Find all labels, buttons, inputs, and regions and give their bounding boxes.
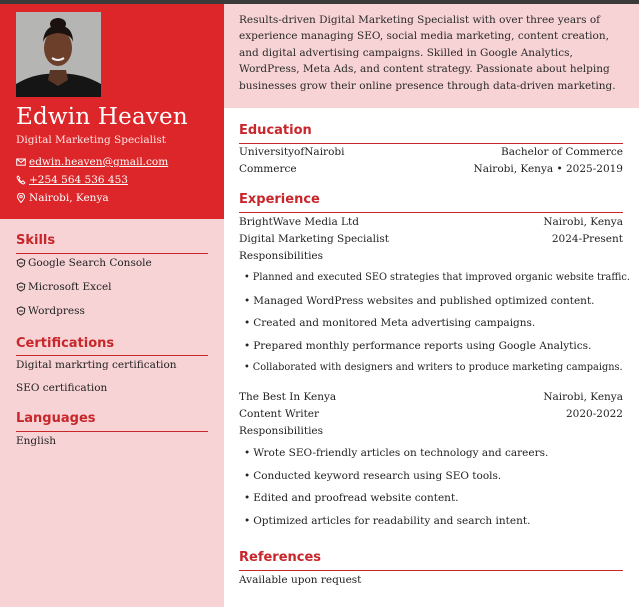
job-location: Nairobi, Kenya [543, 391, 623, 403]
job-company: The Best In Kenya [239, 391, 337, 403]
skills-divider [16, 253, 208, 254]
education-divider [239, 143, 623, 144]
professional-summary: Results-driven Digital Marketing Specialist with over three years of experience managing SEO, social media marketing, content creation, and digital advertising campaigns. Skilled in Google Analytics, WordPress, Meta Ads, and content strategy. Passionate about helping businesses grow their online presence through data-driven marketing. [239, 14, 616, 92]
location-text: Nairobi, Kenya [29, 192, 109, 204]
email-link[interactable]: edwin.heaven@gmail.com [29, 156, 169, 168]
skill-label: Google Search Console [28, 257, 152, 269]
skill-item [16, 257, 152, 269]
job-location: Nairobi, Kenya [543, 216, 623, 228]
job-responsibilities-label: Responsibilities [239, 250, 324, 262]
references-heading: References [239, 550, 322, 565]
education-field: Commerce [239, 163, 297, 175]
references-divider [239, 570, 623, 571]
education-school: UniversityofNairobi [239, 146, 345, 158]
skill-badge-icon [16, 282, 26, 292]
job-position: Content Writer [239, 408, 320, 420]
education-heading: Education [239, 123, 312, 138]
job-bullet: • Managed WordPress websites and published optimized content. [244, 295, 595, 307]
location-pin-icon [16, 193, 26, 203]
candidate-role: Digital Marketing Specialist [16, 134, 166, 146]
skill-badge-icon [16, 306, 26, 316]
candidate-name: Edwin Heaven [16, 104, 188, 130]
skill-label: Microsoft Excel [28, 281, 112, 293]
certification-item: Digital markrting certification [16, 359, 177, 371]
profile-photo [16, 12, 101, 97]
education-degree: Bachelor of Commerce [500, 146, 623, 158]
job-dates: 2024-Present [551, 233, 623, 245]
job-bullet: • Prepared monthly performance reports using Google Analytics. [244, 340, 591, 352]
job-bullet: • Planned and executed SEO strategies that improved organic website traffic. [244, 272, 630, 283]
job-responsibilities-label: Responsibilities [239, 425, 324, 437]
email-contact[interactable] [16, 156, 168, 168]
location-contact [16, 192, 109, 204]
certification-item: SEO certification [16, 382, 108, 394]
experience-heading: Experience [239, 192, 320, 207]
skill-item [16, 281, 112, 293]
job-bullet: • Wrote SEO-friendly articles on technology and careers. [244, 447, 548, 459]
job-bullet: • Collaborated with designers and writers to produce marketing campaigns. [244, 362, 623, 373]
language-item: English [16, 435, 57, 447]
skill-label: Wordpress [28, 305, 85, 317]
job-bullet: • Edited and proofread website content. [244, 492, 459, 504]
skills-heading: Skills [16, 233, 56, 248]
certifications-heading: Certifications [16, 336, 115, 351]
phone-icon [16, 175, 26, 185]
job-dates: 2020-2022 [566, 408, 623, 420]
experience-divider [239, 212, 623, 213]
certifications-divider [16, 355, 208, 356]
references-text: Available upon request [239, 574, 362, 586]
languages-heading: Languages [16, 411, 96, 426]
skill-item [16, 305, 85, 317]
job-bullet: • Created and monitored Meta advertising campaigns. [244, 317, 535, 329]
job-company: BrightWave Media Ltd [239, 216, 359, 228]
job-bullet: • Conducted keyword research using SEO tools. [244, 470, 501, 482]
mail-icon [16, 157, 26, 167]
phone-contact[interactable] [16, 174, 128, 186]
job-bullet: • Optimized articles for readability and search intent. [244, 515, 530, 527]
education-location-dates: Nairobi, Kenya • 2025-2019 [473, 163, 623, 175]
job-position: Digital Marketing Specialist [239, 233, 389, 245]
skill-badge-icon [16, 258, 26, 268]
phone-link[interactable]: +254 564 536 453 [29, 174, 128, 186]
languages-divider [16, 431, 208, 432]
